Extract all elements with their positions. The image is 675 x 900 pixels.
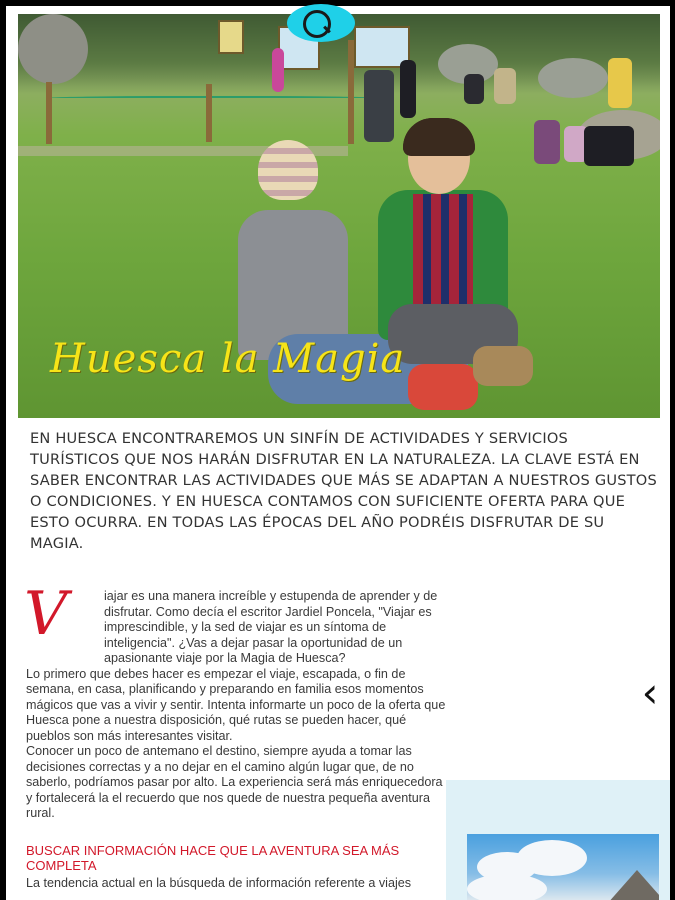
article-paragraph: Conocer un poco de antemano el destino, siempre ayuda a tomar las decisiones correctas y a no dejar en el camino algún lugar que, de no saberlo, podríamos pasar por alto. La experiencia será más enriquecedora y fortalecerá la el recuerdo que nos quede de nuestra pequeña aventura rural.: [26, 744, 443, 820]
rock: [18, 14, 88, 84]
intro-paragraph: EN HUESCA ENCONTRAREMOS UN SINFÍN DE ACTIVIDADES Y SERVICIOS TURÍSTICOS QUE NOS HARÁN DISFRUTAR EN LA NATURALEZA. LA CLAVE ESTÁ EN SABER ENCONTRAR LAS ACTIVIDADES QUE MÁS SE ADAPTAN A NUESTROS GUSTOS O CONDICIONES. Y EN HUESCA CONTAMOS CON SUFICIENTE OFERTA PARA QUE ESTO OCURRA. EN TODAS LAS ÉPOCAS DEL AÑO PODRÉIS DISFRUTAR DE SU MAGIA.: [30, 430, 657, 552]
article-paragraph: Lo primero que debes hacer es empezar el viaje, escapada, o fin de semana, en casa, planificando y preparando en familia esos momentos mágicos que vas a vivir y sentir. Intenta informarte un poco de la oferta que Huesca pone a nuestra disposición, qué rutas se pueden hacer, qué pueblos son más interesantes visitar.: [26, 666, 446, 743]
child-right-shirt: [413, 194, 473, 314]
hiker: [272, 48, 284, 92]
hiker: [464, 74, 484, 104]
fence-post: [206, 84, 212, 142]
window-frame-top: [0, 0, 675, 6]
rope-fence: [48, 96, 378, 101]
chevron-left-icon[interactable]: ‹: [641, 668, 659, 717]
sidebar-photo: [467, 834, 659, 900]
hiker: [364, 70, 394, 142]
section-subheading: BUSCAR INFORMACIÓN HACE QUE LA AVENTURA SEA MÁS COMPLETA: [26, 843, 400, 873]
hero-title: Huesca la Magia: [50, 336, 406, 382]
cloud: [517, 840, 587, 876]
seated-person: [534, 120, 560, 164]
search-icon[interactable]: [303, 10, 331, 38]
drop-cap: V: [24, 579, 68, 649]
fence-post: [46, 82, 52, 144]
window-frame-right: [670, 0, 675, 900]
seated-person: [584, 126, 634, 166]
article-lead: iajar es una manera increíble y estupenda de aprender y de disfrutar. Como decía el escritor Jardiel Poncela, "Viajar es imprescindible, y la sed de viajar es un síntoma de inteligencia". ¿Vas a dejar pasar la oportunidad de un apasionante viaje por la Magia de Huesca?: [104, 589, 438, 665]
trail-sign: [218, 20, 244, 54]
child-left-hat: [258, 140, 318, 200]
hiker: [608, 58, 632, 108]
hiker: [494, 68, 516, 104]
article-paragraph: La tendencia actual en la búsqueda de información referente a viajes: [26, 876, 412, 890]
cloud: [467, 874, 547, 900]
hiker: [400, 60, 416, 118]
child-right-shoe: [473, 346, 533, 386]
article-body: [26, 589, 446, 822]
mountain: [607, 870, 659, 900]
rock: [538, 58, 608, 98]
window-frame-left: [0, 0, 6, 900]
hero-photo: [18, 14, 660, 418]
child-right-hair-top: [403, 118, 475, 156]
child-left-shoe: [408, 364, 478, 410]
